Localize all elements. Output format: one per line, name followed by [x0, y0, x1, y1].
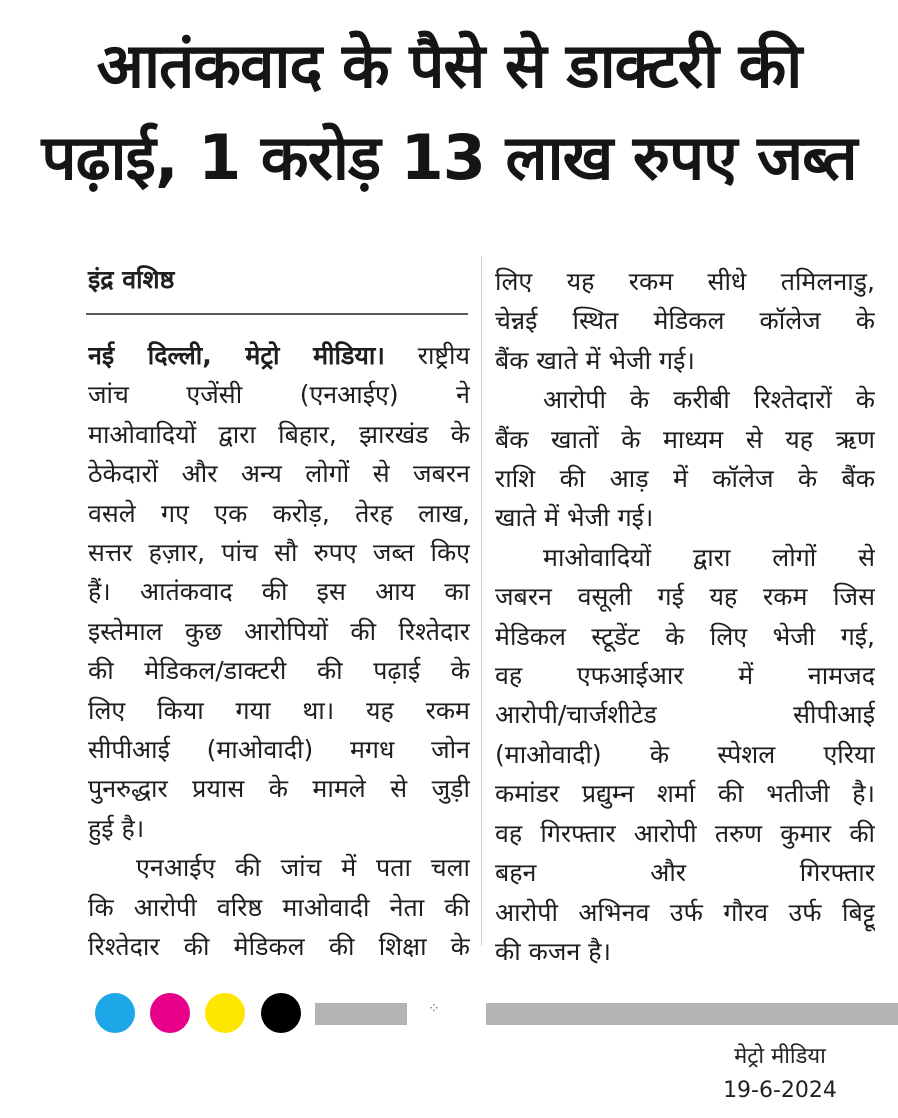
black-registration-dot	[261, 993, 301, 1033]
column-1-line: एनआईए की जांच में पता चला	[136, 853, 470, 883]
column-2-line: मेडिकल स्टूडेंट के लिए भेजी गई,	[495, 621, 875, 651]
dateline: नई दिल्ली, मेट्रो मीडिया।	[88, 341, 385, 370]
headline	[20, 22, 878, 206]
column-2-line: लिए यह रकम सीधे तमिलनाडु,	[495, 267, 875, 296]
column-1-line: कि आरोपी वरिष्ठ माओवादी नेता की	[88, 892, 470, 922]
column-1-line: लिए किया गया था। यह रकम	[88, 695, 470, 725]
magenta-registration-dot	[150, 993, 190, 1033]
column-divider	[481, 256, 482, 946]
footer-publication: मेट्रो मीडिया	[734, 1044, 826, 1069]
column-2-line: की कजन है।	[495, 936, 611, 966]
column-1-line: वसले गए एक करोड़, तेरह लाख,	[88, 498, 470, 528]
column-1-line: जांच एजेंसी (एनआईए) ने	[88, 380, 470, 410]
column-1-line: माओवादियों द्वारा बिहार, झारखंड के	[88, 419, 470, 449]
print-grey-bar	[315, 1003, 407, 1025]
column-2-line: खाते में भेजी गई।	[495, 503, 654, 533]
print-grey-bar	[486, 1003, 898, 1025]
column-1-line: रिश्तेदार की मेडिकल की शिक्षा के	[88, 932, 470, 962]
column-2-line: बहन और गिरफ्तार	[495, 858, 875, 888]
article-column-2	[495, 262, 875, 971]
column-2-line: आरोपी/चार्जशीटेड सीपीआई	[495, 700, 875, 730]
column-1-line: ठेकेदारों और अन्य लोगों से जबरन	[88, 459, 470, 489]
headline-line-1: आतंकवाद के पैसे से डाक्टरी की	[96, 29, 802, 102]
headline-line-2: पढ़ाई, 1 करोड़ 13 लाख रुपए जब्त	[41, 121, 857, 194]
column-1-line: इस्तेमाल कुछ आरोपियों की रिश्तेदार	[88, 616, 470, 646]
column-1-line: सत्तर हज़ार, पांच सौ रुपए जब्त किए	[88, 538, 470, 568]
column-2-line: राशि की आड़ में कॉलेज के बैंक	[495, 464, 875, 494]
byline-rule	[86, 313, 468, 315]
registration-mark-icon: ⁘	[428, 1001, 442, 1017]
column-2-line: बैंक खातों के माध्यम से यह ऋण	[495, 424, 875, 454]
column-2-line: चेन्नई स्थित मेडिकल कॉलेज के	[495, 306, 875, 336]
yellow-registration-dot	[205, 993, 245, 1033]
byline: इंद्र वशिष्ठ	[88, 265, 175, 294]
column-2-line: आरोपी अभिनव उर्फ गौरव उर्फ बिट्टू	[495, 897, 875, 927]
column-1-line: हैं। आतंकवाद की इस आय का	[88, 577, 470, 607]
column-1-line	[88, 336, 470, 375]
footer-date: 19-6-2024	[723, 1078, 837, 1103]
column-2-line: वह एफआईआर में नामजद	[495, 661, 875, 691]
column-2-line: (माओवादी) के स्पेशल एरिया	[495, 739, 875, 769]
column-2-line: आरोपी के करीबी रिश्तेदारों के	[543, 385, 875, 415]
article-column-1	[88, 336, 470, 967]
column-1-line-text: राष्ट्रीय	[417, 341, 470, 370]
column-2-line: जबरन वसूली गई यह रकम जिस	[495, 582, 875, 612]
column-2-line: वह गिरफ्तार आरोपी तरुण कुमार की	[495, 818, 875, 848]
column-1-line: पुनरुद्धार प्रयास के मामले से जुड़ी	[88, 774, 470, 804]
column-1-line: की मेडिकल/डाक्टरी की पढ़ाई के	[88, 656, 470, 686]
column-1-line: हुई है।	[88, 813, 145, 843]
column-1-line: सीपीआई (माओवादी) मगध जोन	[88, 735, 470, 765]
print-color-marks	[0, 993, 898, 1033]
cyan-registration-dot	[95, 993, 135, 1033]
column-2-line: माओवादियों द्वारा लोगों से	[543, 542, 875, 572]
column-2-line: बैंक खाते में भेजी गई।	[495, 345, 695, 375]
column-2-line: कमांडर प्रद्युम्न शर्मा की भतीजी है।	[495, 779, 875, 809]
